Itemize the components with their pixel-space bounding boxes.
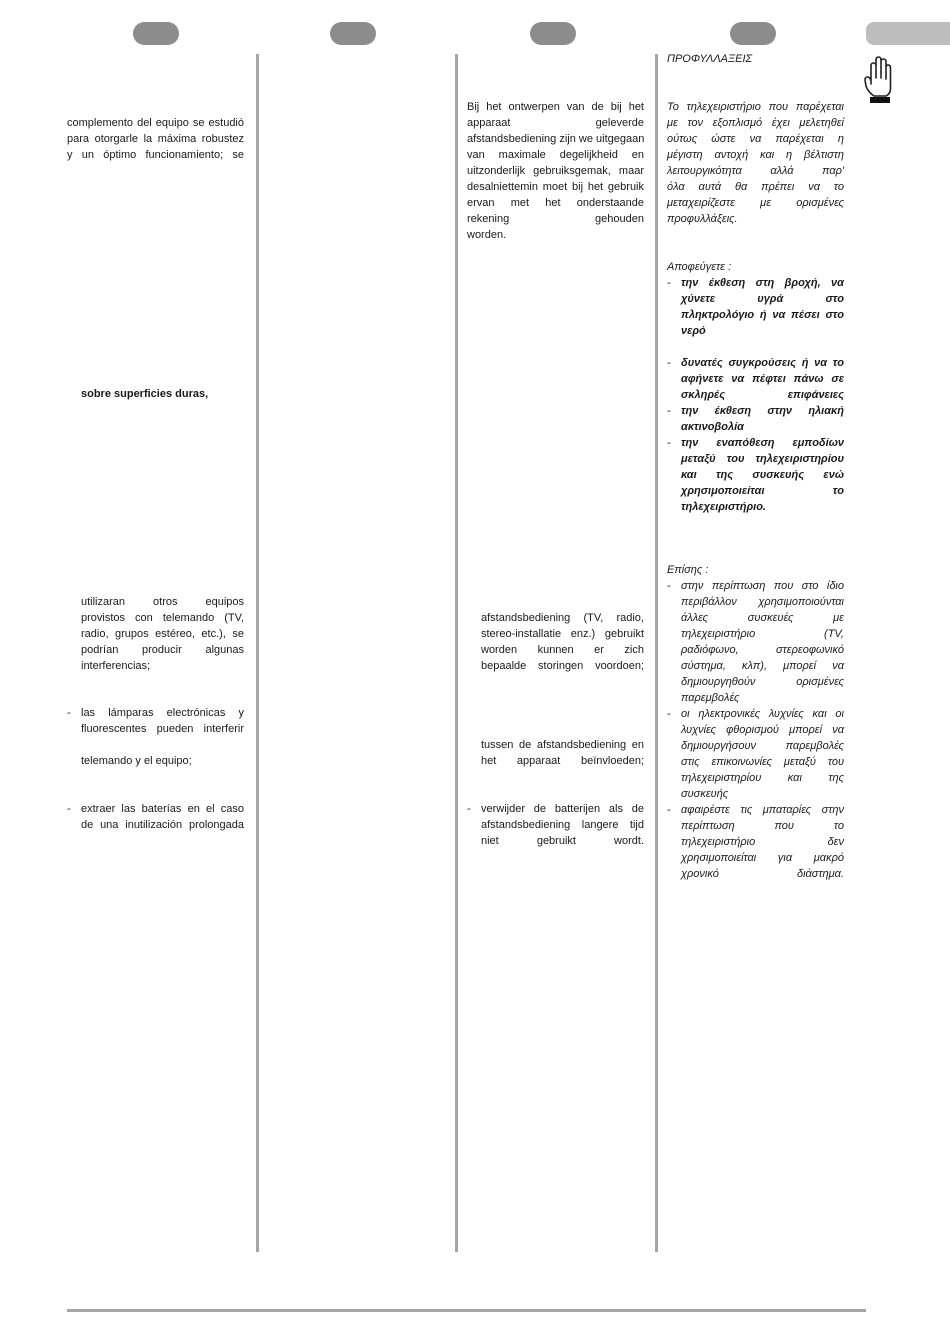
- el-avoid-1: την έκθεση στη βροχή, να χύνετε υγρά στο πληκτρολόγιο ή να πέσει στο νερό: [681, 277, 844, 337]
- hand-icon: [864, 54, 894, 106]
- footer-rule: [67, 1309, 866, 1312]
- language-marker-4: [730, 22, 776, 45]
- el-avoid-3: την έκθεση στην ηλιακή ακτινοβολία: [681, 405, 844, 433]
- es-other-devices: utilizaran otros equipos provistos con telemando (TV, radio, grupos estéreo, etc.), se podrían producir algunas interferencias;: [81, 596, 244, 672]
- el-also-2: οι ηλεκτρονικές λυχνίες και οι λυχνίες φθορισμού μπορεί να δημιουργήσουν παρεμβολές στις επικοινωνίες μεταξύ του τηλεχειριστηρίου και της συσκευής: [681, 708, 844, 800]
- page-edge-tab: [866, 22, 950, 45]
- es-hard-surfaces: sobre superficies duras,: [81, 388, 209, 400]
- language-marker-2: [330, 22, 376, 45]
- es-batteries: extraer las baterías en el caso de una inutilización prolongada: [81, 803, 244, 831]
- el-avoid-4-bullet: -: [667, 437, 671, 449]
- es-lamps: las lámparas electrónicas y fluorescentes pueden interferir: [81, 707, 244, 735]
- el-also-3: αφαιρέστε τις μπαταρίες στην περίπτωση που το τηλεχειριστήριο δεν χρησιμοποιείται για μακρό χρονικό διάστημα.: [681, 804, 844, 880]
- nl-intro: Bij het ontwerpen van de bij het apparaat geleverde afstandsbediening zijn we uitgegaan van maximale degelijkheid en uitzonderlijk gebruiksgemak, maar desalniettemin moet bij het gebruik ervan met het onderstaande rekening gehouden worden.: [467, 101, 645, 241]
- nl-batteries: verwijder de batterijen als de afstandsbediening langere tijd niet gebruikt wordt.: [481, 803, 644, 847]
- es-intro: complemento del equipo se estudió para otorgarle la máxima robustez y un óptimo funcionamiento; se: [67, 117, 244, 161]
- language-marker-1: [133, 22, 179, 45]
- el-avoid-2: δυνατές συγκρούσεις ή να το αφήνετε να πέφτει πάνω σε σκληρές επιφάνειες: [681, 357, 844, 401]
- column-divider-1: [256, 54, 259, 1252]
- es-lamps-bullet: -: [67, 707, 71, 719]
- el-heading: ΠΡΟΦΥΛΛΑΞΕΙΣ: [667, 53, 753, 65]
- el-also-1-bullet: -: [667, 580, 671, 592]
- nl-batteries-bullet: -: [467, 803, 471, 815]
- el-also-1: στην περίπτωση που στο ίδιο περιβάλλον χρησιμοποιούνται άλλες συσκευές με τηλεχειριστήριο (TV, ραδιόφωνο, στερεοφωνικό σύστημα, κλπ), μπορεί να δημιουργηθούν ορισμένες παρεμβολές: [681, 580, 844, 704]
- column-divider-3: [655, 54, 658, 1252]
- el-intro: Το τηλεχειριστήριο που παρέχεται με τον εξοπλισμό έχει μελετηθεί ούτως ώστε να παρέχεται η μέγιστη αντοχή και η βέλτιστη λειτουργικότητα αλλά παρ' όλα αυτά θα πρέπει να το μεταχειρίζεστε με ορισμένες προφυλλάξεις.: [667, 101, 844, 225]
- es-batteries-bullet: -: [67, 803, 71, 815]
- el-also-3-bullet: -: [667, 804, 671, 816]
- el-avoid-3-bullet: -: [667, 405, 671, 417]
- el-also-2-bullet: -: [667, 708, 671, 720]
- el-also-title: Επίσης :: [667, 564, 709, 576]
- column-divider-2: [455, 54, 458, 1252]
- es-lamps-end: telemando y el equipo;: [81, 755, 192, 767]
- el-avoid-title: Αποφεύγετε :: [667, 261, 732, 273]
- nl-lamps: tussen de afstandsbediening en het apparaat beïnvloeden;: [481, 739, 644, 767]
- el-avoid-4: την εναπόθεση εμποδίων μεταξύ του τηλεχειριστηρίου και της συσκευής ενώ χρησιμοποιείται το τηλεχειριστήριο.: [681, 437, 844, 513]
- language-marker-3: [530, 22, 576, 45]
- nl-other-devices: afstandsbediening (TV, radio, stereo-installatie enz.) gebruikt worden kunnen er zich bepaalde storingen voordoen;: [481, 612, 644, 672]
- el-avoid-1-bullet: -: [667, 277, 671, 289]
- el-avoid-2-bullet: -: [667, 357, 671, 369]
